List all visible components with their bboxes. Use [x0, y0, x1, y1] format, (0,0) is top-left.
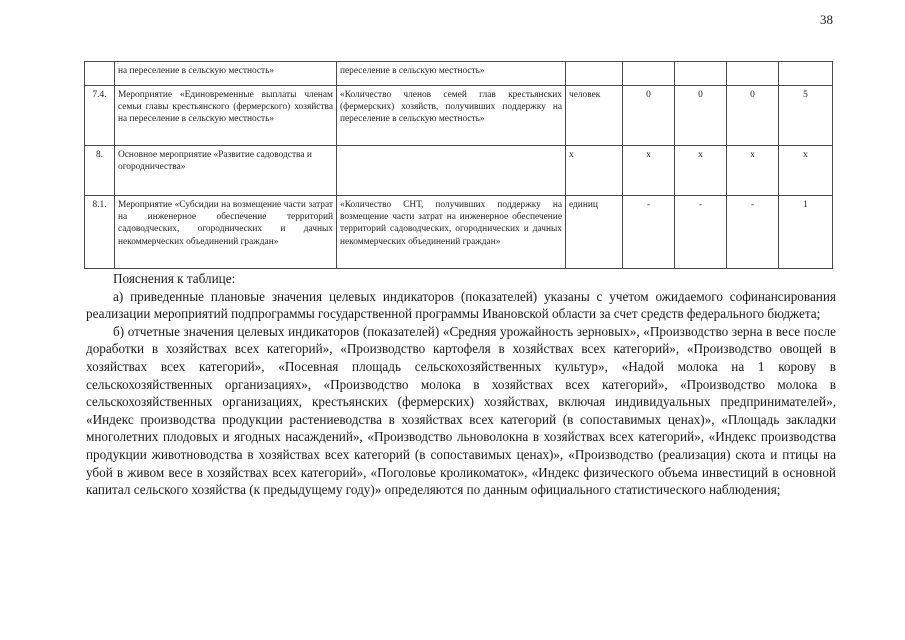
value-cell: х	[779, 146, 833, 196]
event-cell: на переселение в сельскую местность»	[115, 62, 337, 86]
value-cell	[623, 62, 675, 86]
event-cell: Мероприятие «Субсидии на возмещение части затрат на инженерное обеспечение территорий садоводческих, огороднических и дачных некоммерческих объединений граждан»	[115, 196, 337, 269]
table-notes	[86, 270, 836, 499]
value-cell: х	[623, 146, 675, 196]
table-row	[85, 86, 833, 146]
value-cell: -	[623, 196, 675, 269]
unit-cell: единиц	[566, 196, 623, 269]
table-row	[85, 196, 833, 269]
value-cell: 0	[727, 86, 779, 146]
page-number: 38	[820, 12, 833, 27]
value-cell: -	[675, 196, 727, 269]
table-row	[85, 146, 833, 196]
table-row	[85, 62, 833, 86]
note-a: а) приведенные плановые значения целевых индикаторов (показателей) указаны с учетом ожидаемого софинансирования реализации мероприятий подпрограммы государственной программы Ивановской области за счет средств федерального бюджета;	[86, 288, 836, 322]
value-cell: х	[675, 146, 727, 196]
indicator-cell: «Количество членов семей глав крестьянских (фермерских) хозяйств, получивших поддержку на переселение в сельскую местность»	[337, 86, 566, 146]
row-number: 8.1.	[85, 196, 115, 269]
value-cell: 5	[779, 86, 833, 146]
indicator-cell: «Количество СНТ, получивших поддержку на возмещение части затрат на инженерное обеспечение территорий садоводческих, огороднических и дачных некоммерческих объединений граждан»	[337, 196, 566, 269]
indicator-cell: переселение в сельскую местность»	[337, 62, 566, 86]
event-cell: Основное мероприятие «Развитие садоводства и огородничества»	[115, 146, 337, 196]
value-cell: х	[727, 146, 779, 196]
unit-cell: х	[566, 146, 623, 196]
row-number: 8.	[85, 146, 115, 196]
indicator-cell	[337, 146, 566, 196]
notes-heading: Пояснения к таблице:	[113, 271, 236, 286]
value-cell: 1	[779, 196, 833, 269]
value-cell: -	[727, 196, 779, 269]
value-cell	[779, 62, 833, 86]
value-cell	[727, 62, 779, 86]
indicators-table	[84, 61, 833, 269]
value-cell	[675, 62, 727, 86]
event-cell: Мероприятие «Единовременные выплаты членам семьи главы крестьянского (фермерского) хозяйства на переселение в сельскую местность»	[115, 86, 337, 146]
unit-cell	[566, 62, 623, 86]
value-cell: 0	[623, 86, 675, 146]
value-cell: 0	[675, 86, 727, 146]
row-number: 7.4.	[85, 86, 115, 146]
unit-cell: человек	[566, 86, 623, 146]
row-number	[85, 62, 115, 86]
note-b: б) отчетные значения целевых индикаторов (показателей) «Средняя урожайность зерновых», «Производство зерна в весе после доработки в хозяйствах всех категорий», «Производство картофеля в хозяйствах всех категорий», «Производство овощей в хозяйствах всех категорий», «Посевная площадь сельскохозяйственных культур», «Надой молока на 1 корову в сельскохозяйственных организациях», «Производство молока в хозяйствах всех категорий», «Производство молока в сельскохозяйственных организациях, крестьянских (фермерских) хозяйствах, включая индивидуальных предпринимателей», «Индекс производства продукции растениеводства в хозяйствах всех категорий (в сопоставимых ценах)», «Площадь закладки многолетних плодовых и ягодных насаждений», «Производство льноволокна в хозяйствах всех категорий», «Индекс производства продукции животноводства в хозяйствах всех категорий (в сопоставимых ценах)», «Производство (реализация) скота и птицы на убой в живом весе в хозяйствах всех категорий», «Поголовье кроликоматок», «Индекс физического объема инвестиций в основной капитал сельского хозяйства (к предыдущему году)» определяются по данным официального статистического наблюдения;	[86, 323, 836, 498]
